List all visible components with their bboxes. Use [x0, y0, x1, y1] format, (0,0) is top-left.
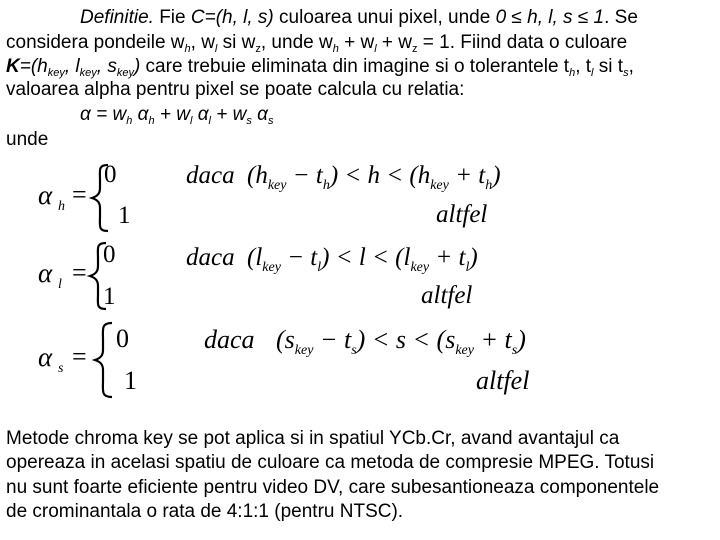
- brace: [95, 323, 112, 397]
- color-def: C=(h, l, s): [190, 7, 274, 28]
- text: α: [192, 104, 209, 125]
- altfel-word: altfel: [436, 201, 488, 228]
- equation-alpha-s: [38, 323, 529, 397]
- equation-alpha-h: [38, 161, 501, 231]
- altfel-word: altfel: [421, 282, 473, 309]
- text: α = w: [80, 104, 127, 125]
- subscript: l: [374, 43, 377, 55]
- subscript: h: [184, 43, 191, 55]
- condition-l: $(l_{key} - t_l) < l < (l_{key} + t_l)$: [247, 244, 478, 275]
- text: ,: [628, 56, 634, 77]
- subscript: z: [412, 43, 418, 55]
- subscript: l: [591, 67, 594, 79]
- range-def: 0 ≤ h, l, s ≤ 1: [495, 7, 605, 28]
- alpha-subscript: l: [58, 277, 62, 292]
- daca-word: daca: [204, 325, 255, 354]
- text: α: [251, 104, 268, 125]
- case-zero: 0: [116, 324, 129, 353]
- subscript: key: [79, 67, 97, 79]
- closing-line-1: Metode chroma key se pot aplica si in spatiul YCb.Cr, avand avantajul ca: [6, 428, 620, 449]
- text: , w: [190, 32, 215, 53]
- alpha-symbol: α: [38, 342, 53, 372]
- subscript: key: [47, 67, 65, 79]
- case-zero: 0: [104, 161, 117, 188]
- alpha-subscript: s: [58, 361, 64, 376]
- subscript: key: [116, 67, 134, 79]
- closing-paragraph: [6, 427, 714, 524]
- subscript: h: [332, 43, 339, 55]
- subscript: h: [126, 115, 133, 127]
- subscript: s: [268, 115, 274, 127]
- alpha-symbol: α: [38, 180, 53, 210]
- text: =(h: [19, 56, 48, 77]
- daca-word: daca: [186, 162, 235, 189]
- subscript: l: [189, 115, 193, 127]
- text: si t: [593, 56, 624, 77]
- text: + w: [154, 104, 190, 125]
- text: α: [132, 104, 149, 125]
- altfel-word: altfel: [476, 366, 530, 395]
- text: + w: [338, 32, 375, 53]
- text: . Se: [604, 7, 638, 28]
- text: ): [133, 56, 141, 77]
- text: Fie: [153, 7, 191, 28]
- subscript: z: [255, 43, 261, 55]
- text: + w: [211, 104, 247, 125]
- closing-line-4: de crominantala o rata de 4:1:1 (pentru NTSC).: [6, 500, 404, 522]
- text: considera pondeile w: [6, 32, 185, 53]
- text: , l: [64, 56, 80, 77]
- condition-s: $(s_{key} - t_s) < s < (s_{key} + t_s)$: [276, 325, 526, 358]
- subscript: l: [214, 43, 218, 55]
- text: , t: [575, 56, 592, 77]
- subscript: s: [623, 67, 629, 79]
- text: + w: [376, 32, 413, 53]
- equation-alpha-l: [38, 241, 478, 310]
- equals-sign: =: [72, 180, 87, 209]
- daca-word: daca: [186, 244, 235, 271]
- closing-line-3: nu sunt foarte eficiente pentru video DV, care subesantioneaza componentele: [6, 476, 660, 498]
- case-one: 1: [103, 283, 116, 310]
- equals-sign: =: [72, 258, 87, 287]
- alpha-subscript: h: [58, 199, 65, 214]
- subscript: l: [208, 115, 211, 127]
- text: care trebuie eliminata din imagine si o tolerantele t: [140, 56, 570, 77]
- text: , unde w: [260, 32, 333, 53]
- intro-line-4: valoarea alpha pentru pixel se poate calcula cu relatia:: [6, 79, 465, 100]
- closing-line-2: opereaza in acelasi spatiu de culoare ca metoda de compresie MPEG. Totusi: [6, 452, 655, 474]
- definition-label: Definitie.: [80, 7, 154, 28]
- text: , s: [96, 56, 117, 77]
- unde-label: unde: [6, 129, 49, 150]
- key-symbol: K: [6, 56, 20, 77]
- case-one: 1: [118, 202, 131, 229]
- subscript: s: [246, 115, 252, 127]
- text: culoarea unui pixel, unde: [273, 7, 496, 28]
- case-zero: 0: [103, 241, 116, 268]
- text: si w: [217, 32, 256, 53]
- condition-h: $(h_{key} - t_h) < h < (h_{key} + t_h)$: [247, 162, 501, 193]
- equals-sign: =: [72, 342, 87, 371]
- subscript: h: [569, 67, 576, 79]
- subscript: h: [148, 115, 155, 127]
- text: = 1. Fiind data o culoare: [417, 32, 628, 53]
- alpha-symbol: α: [38, 258, 53, 288]
- case-one: 1: [124, 366, 137, 395]
